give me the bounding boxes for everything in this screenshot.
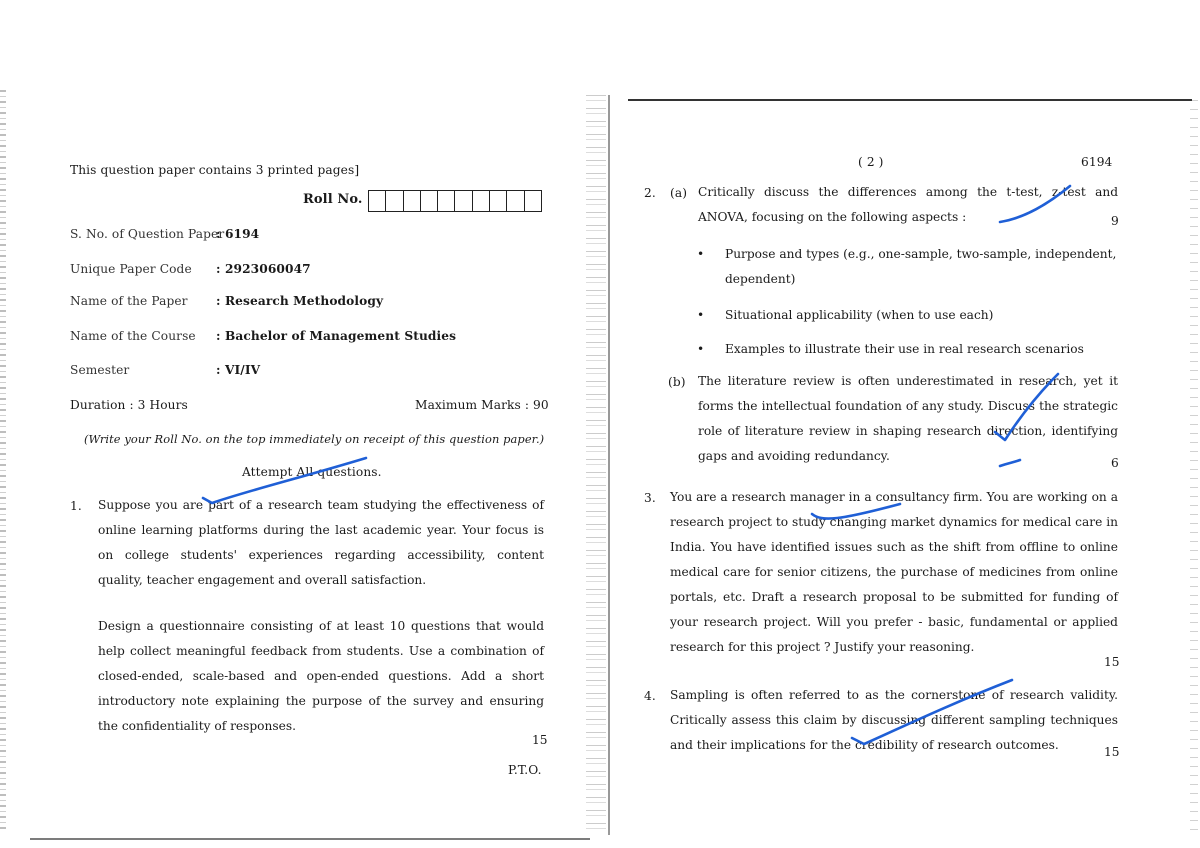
field-value-semester: : VI/IV	[216, 363, 261, 377]
question-3-text: You are a research manager in a consultancy firm. You are working on a research project to study changing market dynamics for medical care in India. You have identified issues such as the shift from offline to online medical care for senior citizens, the purchase of medicines from online portals, etc. Draft a research proposal to be submitted for funding of your research project. Will you prefer - basic, fundamental or applied research for this project ? Justify your reasoning.	[670, 490, 1118, 654]
roll-no-instruction: (Write your Roll No. on the top immediately on receipt of this question paper.)	[84, 432, 545, 446]
field-value-serial: : 6194	[216, 227, 260, 241]
question-2a-label: (a)	[670, 186, 688, 200]
field-label-paper-name: Name of the Paper	[70, 294, 188, 308]
question-2b-label: (b)	[668, 375, 686, 389]
field-value-paper-name: : Research Methodology	[216, 294, 384, 308]
question-2b-marks: 6	[1111, 456, 1119, 470]
field-label-course: Name of the Course	[70, 329, 196, 343]
question-2b-text: The literature review is often underestimated in research, yet it forms the intellectual foundation of any study. Discuss the strategic role of literature review in shaping research direction, identifying gaps and avoiding redundancy.	[698, 374, 1118, 463]
maximum-marks: Maximum Marks : 90	[415, 398, 549, 412]
question-2a-bullet-2: • Situational applicability (when to use each)	[725, 303, 1117, 328]
question-paper-page-2	[600, 0, 1200, 848]
question-1-number: 1.	[70, 499, 82, 513]
question-1-task: Design a questionnaire consisting of at least 10 questions that would help collect meaningful feedback from students. Use a combination of closed-ended, scale-based and open-ended questions. Add a short introductory note explaining the purpose of the survey and ensuring the confidentiality of responses.	[98, 619, 544, 733]
field-label-serial: S. No. of Question Paper	[70, 227, 225, 241]
question-2-number: 2.	[644, 186, 656, 200]
attempt-all-instruction: Attempt All questions.	[242, 465, 382, 479]
page-number: ( 2 )	[858, 155, 884, 169]
field-value-course: : Bachelor of Management Studies	[216, 329, 457, 343]
question-3-number: 3.	[644, 491, 656, 505]
please-turn-over: P.T.O.	[508, 763, 542, 777]
question-4-text: Sampling is often referred to as the cornerstone of research validity. Critically assess this claim by discussing different sampling techniques and their implications for the credibility of research outcomes.	[670, 688, 1118, 752]
question-2a-bullet-3: • Examples to illustrate their use in real research scenarios	[725, 337, 1117, 362]
question-4-number: 4.	[644, 689, 656, 703]
field-value-paper-code: : 2923060047	[216, 262, 311, 276]
paper-code-header: 6194	[1081, 155, 1113, 169]
question-2a-text: Critically discuss the differences among the t-test, z-test and ANOVA, focusing on the following aspects :	[698, 185, 1118, 224]
printed-pages-note: This question paper contains 3 printed pages]	[70, 163, 360, 177]
field-label-semester: Semester	[70, 363, 130, 377]
field-label-paper-code: Unique Paper Code	[70, 262, 192, 276]
question-3-marks: 15	[1104, 655, 1120, 669]
roll-no-label: Roll No.	[303, 192, 363, 207]
question-2a-marks: 9	[1111, 214, 1119, 228]
roll-no-boxes	[368, 190, 542, 212]
question-2a-bullet-1: • Purpose and types (e.g., one-sample, two-sample, independent, dependent)	[725, 242, 1117, 292]
question-1-context: Suppose you are part of a research team studying the effectiveness of online learning platforms during the last academic year. Your focus is on college students' experiences regarding accessibility, content quality, teacher engagement and overall satisfaction.	[98, 498, 544, 587]
question-4-marks: 15	[1104, 745, 1120, 759]
question-1-marks: 15	[532, 733, 548, 747]
duration: Duration : 3 Hours	[70, 398, 188, 412]
